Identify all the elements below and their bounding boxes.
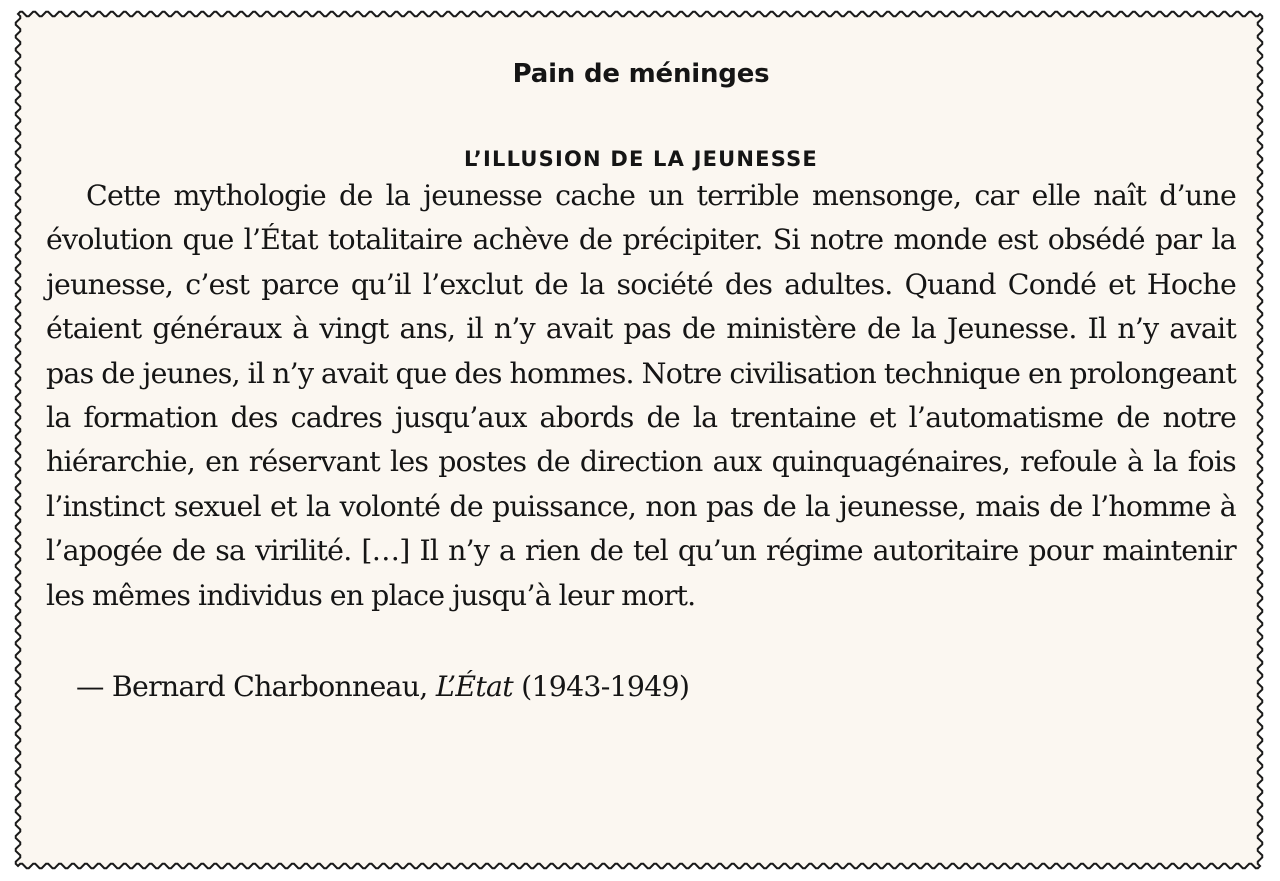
card-title: Pain de méninges <box>512 59 770 89</box>
attribution-years: (1943-1949) <box>521 670 690 704</box>
attribution-author: Bernard Charbonneau, <box>111 670 428 704</box>
card-content <box>46 56 1236 709</box>
quote-text: Cette mythologie de la jeunesse cache un terrible mensonge, car elle naît d’une évolution que l’État totalitaire achève de précipiter. Si notre monde est obsédé par la jeunesse, c’est parce qu’il l’exclut de la société des adultes. Quand Condé et Hoche étaient généraux à vingt ans, il n’y avait pas de ministère de la Jeunesse. Il n’y avait pas de jeunes, il n’y avait que des hommes. Notre civilisation technique en prolongeant la formation des cadres jusqu’aux abords de la trentaine et l’automatisme de notre hiérarchie, en réservant les postes de direction aux quinquagénaires, refoule à la fois l’instinct sexuel et la volonté de puissance, non pas de la jeunesse, mais de l’homme à l’apogée de sa virilité. […] Il n’y a rien de tel qu’un régime autoritaire pour maintenir les mêmes individus en place jusqu’à leur mort. <box>46 179 1236 612</box>
attribution-work: L’État <box>435 670 513 704</box>
attribution <box>76 665 1236 709</box>
quote-title: L’ILLUSION DE LA JEUNESSE <box>464 147 818 171</box>
attribution-dash: — <box>76 670 104 704</box>
